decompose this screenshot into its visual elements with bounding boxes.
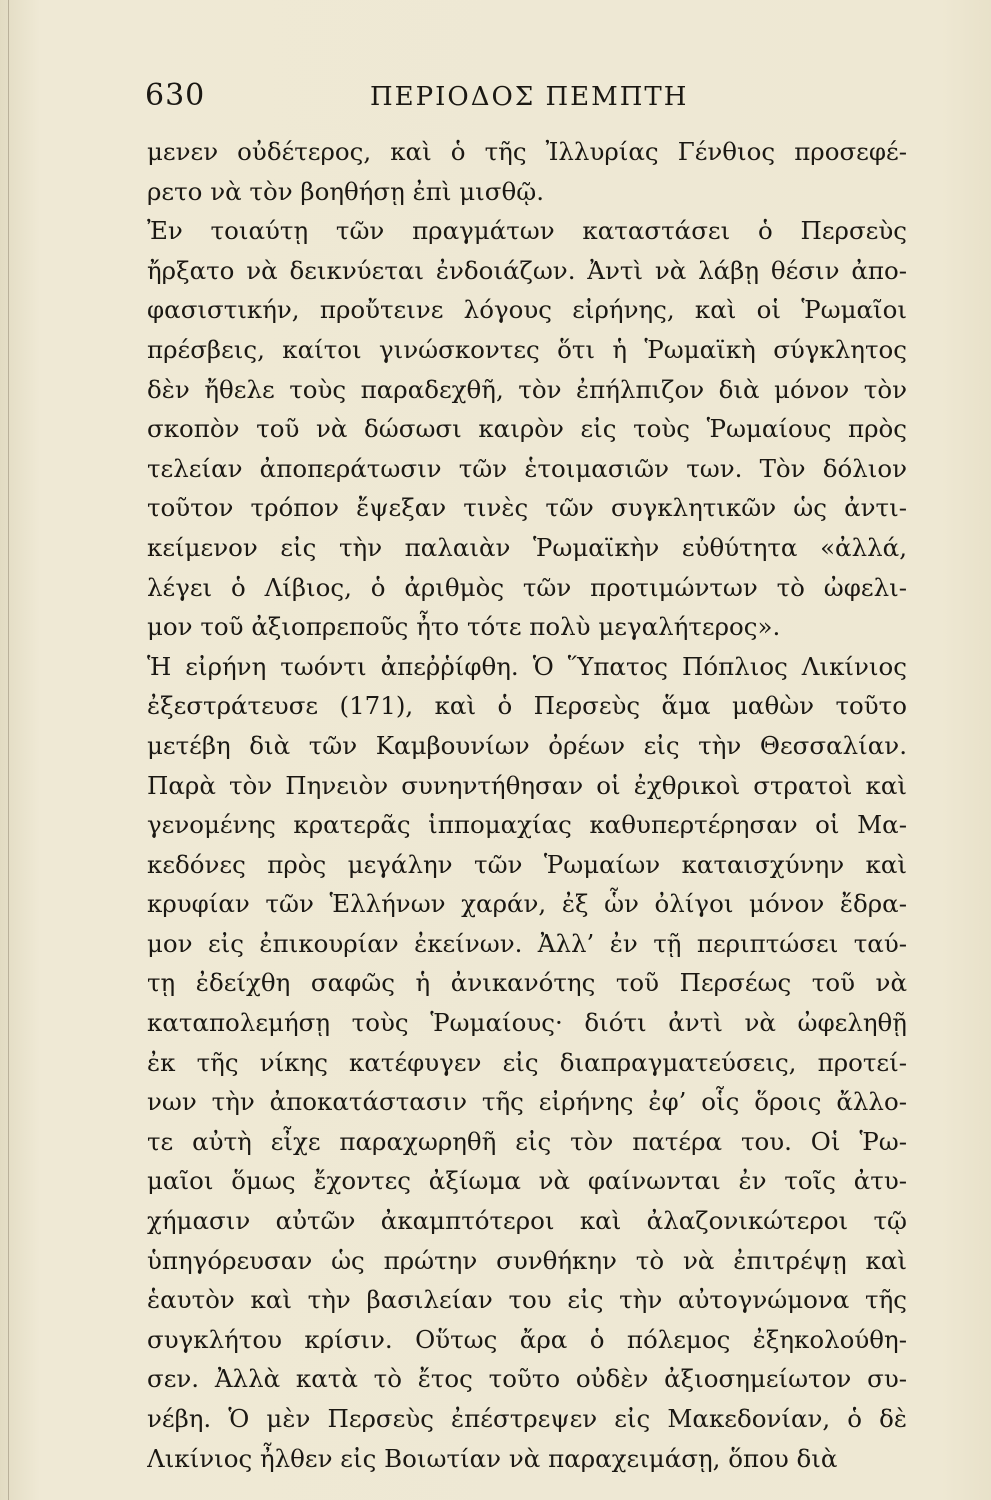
text-line: κεδόνες πρὸς μεγάλην τῶν Ῥωμαίων καταισχύνην καὶ (147, 849, 907, 879)
text-line: κείμενον εἰς τὴν παλαιὰν Ῥωμαϊκὴν εὐθύτητα «ἀλλά, (147, 532, 907, 562)
text-line: τελείαν ἀποπεράτωσιν τῶν ἑτοιμασιῶν των. Τὸν δόλιον (147, 453, 907, 483)
text-line: μενεν οὐδέτερος, καὶ ὁ τῆς Ἰλλυρίας Γένθιος προσεφέ- (147, 137, 907, 166)
text-line: δὲν ἤθελε τοὺς παραδεχθῆ, τὸν ἐπήλπιζον διὰ μόνον τὸν (147, 374, 907, 404)
text-line: ρετο νὰ τὸν βοηθήσῃ ἐπὶ μισθῷ. (147, 176, 545, 206)
text-line: μαῖοι ὅμως ἔχοντες ἀξίωμα νὰ φαίνωνται ἐν τοῖς ἀτυ- (147, 1166, 907, 1196)
text-line: ἤρξατο νὰ δεικνύεται ἐνδοιάζων. Ἀντὶ νὰ λάβῃ θέσιν ἀπο- (147, 255, 907, 285)
text-line: Ἐν τοιαύτῃ τῶν πραγμάτων καταστάσει ὁ Περσεὺς (147, 216, 907, 246)
text-line: κρυφίαν τῶν Ἑλλήνων χαράν, ἐξ ὧν ὀλίγοι μόνον ἔδρα- (147, 889, 907, 919)
text-line: τῃ ἐδείχθη σαφῶς ἡ ἀνικανότης τοῦ Περσέως τοῦ νὰ (147, 968, 907, 998)
text-line: γενομένης κρατερᾶς ἱππομαχίας καθυπερτέρησαν οἱ Μα- (147, 810, 907, 840)
text-line: λέγει ὁ Λίβιος, ὁ ἀριθμὸς τῶν προτιμώντων τὸ ὠφελι- (147, 572, 907, 602)
text-line: φασιστικήν, προὔτεινε λόγους εἰρήνης, καὶ οἱ Ῥωμαῖοι (147, 295, 907, 325)
text-line: χήμασιν αὐτῶν ἀκαμπτότεροι καὶ ἀλαζονικώτεροι τῷ (147, 1206, 907, 1236)
text-line: πρέσβεις, καίτοι γινώσκοντες ὅτι ἡ Ῥωμαϊκὴ σύγκλητος (147, 334, 907, 364)
running-title: ΠΕΡΙΟΔΟΣ ΠΕΜΠΤΗ (370, 82, 689, 112)
text-line: ὑπηγόρευσαν ὡς πρώτην συνθήκην τὸ νὰ ἐπιτρέψῃ καὶ (147, 1245, 907, 1275)
text-line: ἐκ τῆς νίκης κατέφυγεν εἰς διαπραγματεύσεις, προτεί- (147, 1047, 907, 1077)
text-line: τοῦτον τρόπον ἔψεξαν τινὲς τῶν συγκλητικῶν ὡς ἀντι- (147, 493, 907, 523)
text-line: Λικίνιος ἦλθεν εἰς Βοιωτίαν νὰ παραχειμάσῃ, ὅπου διὰ (147, 1443, 838, 1473)
text-line: μον εἰς ἐπικουρίαν ἐκείνων. Ἀλλ’ ἐν τῇ περιπτώσει ταύ- (147, 928, 907, 958)
text-line: ἑαυτὸν καὶ τὴν βασιλείαν του εἰς τὴν αὐτογνώμονα τῆς (147, 1285, 907, 1315)
text-line: Ἡ εἰρήνη τωόντι ἀπεῤῥίφθη. Ὁ Ὕπατος Πόπλιος Λικίνιος (147, 651, 907, 681)
text-line: καταπολεμήσῃ τοὺς Ῥωμαίους· διότι ἀντὶ νὰ ὠφεληθῇ (147, 1008, 907, 1038)
text-line: σεν. Ἀλλὰ κατὰ τὸ ἔτος τοῦτο οὐδὲν ἀξιοσημείωτον συ- (147, 1364, 907, 1394)
text-line: συγκλήτου κρίσιν. Οὕτως ἄρα ὁ πόλεμος ἐξηκολούθη- (147, 1324, 907, 1354)
text-line: σκοπὸν τοῦ νὰ δώσωσι καιρὸν εἰς τοὺς Ῥωμαίους πρὸς (147, 414, 907, 444)
body-text (147, 132, 907, 1478)
text-line: νων τὴν ἀποκατάστασιν τῆς εἰρήνης ἐφ’ οἷς ὅροις ἄλλο- (147, 1087, 907, 1117)
page-edge-line (8, 0, 9, 1500)
text-line: μον τοῦ ἀξιοπρεποῦς ἦτο τότε πολὺ μεγαλήτερος». (147, 612, 781, 642)
text-line: μετέβη διὰ τῶν Καμβουνίων ὀρέων εἰς τὴν Θεσσαλίαν. (147, 730, 907, 760)
page-number: 630 (145, 78, 206, 113)
text-line: Παρὰ τὸν Πηνειὸν συνηντήθησαν οἱ ἐχθρικοὶ στρατοὶ καὶ (147, 770, 907, 800)
running-head (145, 78, 896, 122)
text-line: τε αὐτὴ εἶχε παραχωρηθῆ εἰς τὸν πατέρα του. Οἱ Ῥω- (147, 1126, 907, 1156)
text-line: νέβη. Ὁ μὲν Περσεὺς ἐπέστρεψεν εἰς Μακεδονίαν, ὁ δὲ (147, 1404, 907, 1433)
text-line: ἐξεστράτευσε (171), καὶ ὁ Περσεὺς ἅμα μαθὼν τοῦτο (147, 691, 907, 721)
